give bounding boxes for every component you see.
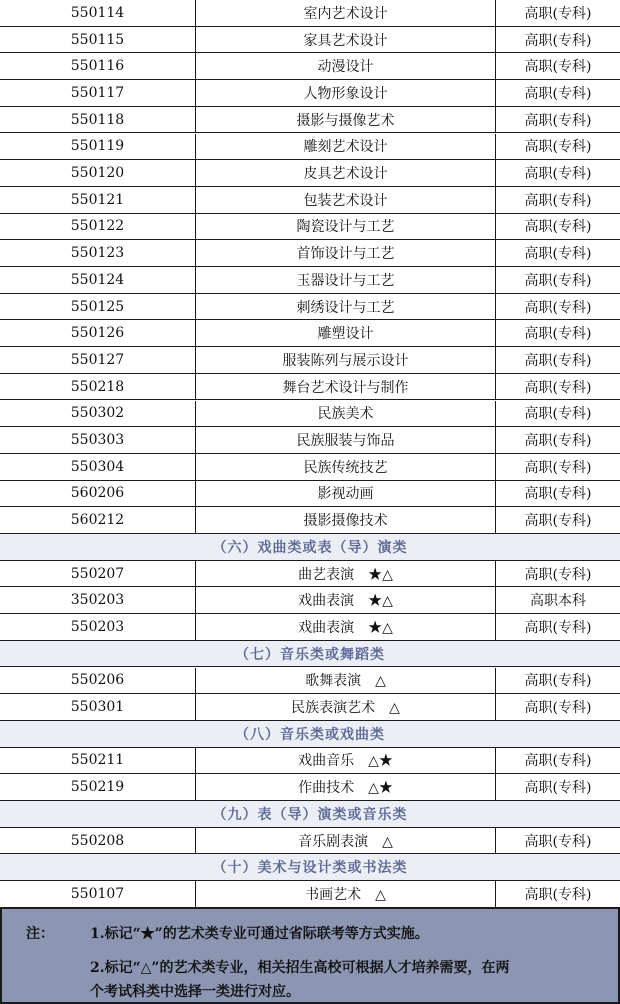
major-name-cell: 歌舞表演 △	[196, 668, 496, 694]
major-code-cell: 560212	[0, 507, 196, 533]
major-code-cell: 550211	[0, 748, 196, 774]
table-row	[0, 427, 620, 454]
table-row	[0, 0, 620, 27]
major-name-cell: 首饰设计与工艺	[196, 240, 496, 266]
education-level-cell: 高职(专科)	[524, 619, 592, 636]
education-level-cell: 高职(专科)	[524, 486, 592, 503]
major-code-cell: 550117	[0, 80, 196, 106]
section-header-row	[0, 801, 620, 828]
major-name-cell: 曲艺表演 ★△	[196, 561, 496, 587]
major-code-cell: 560206	[0, 481, 196, 507]
note-1: 1.标记“★”的艺术类专业可通过省际联考等方式实施。	[90, 926, 429, 942]
major-code-cell: 550208	[0, 828, 196, 854]
major-name-cell: 家具艺术设计	[196, 27, 496, 53]
education-level-cell: 高职(专科)	[524, 59, 592, 76]
section-header-row	[0, 534, 620, 561]
major-name-cell: 民族传统技艺	[196, 454, 496, 480]
table-row	[0, 507, 620, 534]
education-level-cell: 高职(专科)	[524, 246, 592, 263]
major-code-cell: 550218	[0, 374, 196, 400]
education-level-cell: 高职(专科)	[524, 673, 592, 690]
education-level-cell: 高职(专科)	[524, 139, 592, 156]
major-name-cell: 刺绣设计与工艺	[196, 294, 496, 320]
note-2-line-2: 个考试科类中选择一类进行对应。	[90, 984, 300, 1000]
education-level-cell: 高职(专科)	[524, 192, 592, 209]
table-row	[0, 668, 620, 695]
major-name-cell: 书画艺术 △	[196, 881, 496, 907]
major-name-cell: 雕塑设计	[196, 320, 496, 346]
section-header-row	[0, 854, 620, 881]
table-row	[0, 294, 620, 321]
education-level-cell: 高职(专科)	[524, 513, 592, 530]
major-code-cell: 550303	[0, 427, 196, 453]
major-code-cell: 550126	[0, 320, 196, 346]
major-name-cell: 音乐剧表演 △	[196, 828, 496, 854]
major-code-cell: 550301	[0, 694, 196, 720]
major-code-cell: 550116	[0, 53, 196, 79]
major-code-cell: 350203	[0, 587, 196, 613]
education-level-cell: 高职(专科)	[524, 352, 592, 369]
table-row	[0, 748, 620, 775]
education-level-cell: 高职(专科)	[524, 32, 592, 49]
table-row	[0, 587, 620, 614]
section-title: （九）表（导）演类或音乐类	[212, 806, 408, 823]
major-name-cell: 包装艺术设计	[196, 187, 496, 213]
major-name-cell: 影视动画	[196, 481, 496, 507]
major-name-cell: 服装陈列与展示设计	[196, 347, 496, 373]
major-code-cell: 550206	[0, 668, 196, 694]
education-level-cell: 高职(专科)	[524, 272, 592, 289]
major-code-cell: 550123	[0, 240, 196, 266]
table-row	[0, 347, 620, 374]
major-name-cell: 摄影与摄像艺术	[196, 107, 496, 133]
table-row	[0, 881, 620, 908]
table-row	[0, 481, 620, 508]
table-row	[0, 374, 620, 401]
major-name-cell: 民族服装与饰品	[196, 427, 496, 453]
education-level-cell: 高职(专科)	[524, 299, 592, 316]
major-code-cell: 550124	[0, 267, 196, 293]
major-code-cell: 550125	[0, 294, 196, 320]
education-level-cell: 高职(专科)	[524, 833, 592, 850]
table-row	[0, 107, 620, 134]
table-row	[0, 267, 620, 294]
education-level-cell: 高职(专科)	[524, 780, 592, 797]
major-code-cell: 550203	[0, 614, 196, 640]
major-name-cell: 民族美术	[196, 401, 496, 427]
education-level-cell: 高职(专科)	[524, 379, 592, 396]
major-name-cell: 民族表演艺术 △	[196, 694, 496, 720]
table-row	[0, 53, 620, 80]
major-code-cell: 550118	[0, 107, 196, 133]
table-row	[0, 27, 620, 54]
major-code-cell: 550207	[0, 561, 196, 587]
education-level-cell: 高职(专科)	[524, 406, 592, 423]
major-name-cell: 室内艺术设计	[196, 0, 496, 26]
education-level-cell: 高职(专科)	[524, 433, 592, 450]
section-title: （七）音乐类或舞蹈类	[235, 646, 385, 663]
education-level-cell: 高职(专科)	[524, 326, 592, 343]
education-level-cell: 高职(专科)	[524, 566, 592, 583]
section-title: （十）美术与设计类或书法类	[212, 860, 408, 877]
major-name-cell: 动漫设计	[196, 53, 496, 79]
section-title: （八）音乐类或戏曲类	[235, 726, 385, 743]
major-name-cell: 雕刻艺术设计	[196, 134, 496, 160]
major-name-cell: 戏曲表演 ★△	[196, 587, 496, 613]
table-row	[0, 774, 620, 801]
education-level-cell: 高职(专科)	[524, 166, 592, 183]
table-row	[0, 80, 620, 107]
table-row	[0, 134, 620, 161]
notes-box	[0, 908, 620, 1004]
table-row	[0, 694, 620, 721]
major-code-cell: 550107	[0, 881, 196, 907]
education-level-cell: 高职(专科)	[524, 5, 592, 22]
major-name-cell: 陶瓷设计与工艺	[196, 214, 496, 240]
major-name-cell: 玉器设计与工艺	[196, 267, 496, 293]
major-code-cell: 550127	[0, 347, 196, 373]
major-code-cell: 550302	[0, 401, 196, 427]
table-row	[0, 828, 620, 855]
education-level-cell: 高职(专科)	[524, 886, 592, 903]
major-name-cell: 戏曲表演 ★△	[196, 614, 496, 640]
education-level-cell: 高职(专科)	[524, 753, 592, 770]
table-row	[0, 320, 620, 347]
major-name-cell: 摄影摄像技术	[196, 507, 496, 533]
table-row	[0, 187, 620, 214]
table-row	[0, 561, 620, 588]
major-name-cell: 皮具艺术设计	[196, 160, 496, 186]
major-name-cell: 人物形象设计	[196, 80, 496, 106]
major-name-cell: 戏曲音乐 △★	[196, 748, 496, 774]
table-row	[0, 454, 620, 481]
major-code-cell: 550219	[0, 774, 196, 800]
table-row	[0, 240, 620, 267]
education-level-cell: 高职本科	[530, 593, 586, 610]
section-header-row	[0, 721, 620, 748]
major-code-cell: 550122	[0, 214, 196, 240]
table-row	[0, 401, 620, 428]
table-row	[0, 614, 620, 641]
table-row	[0, 160, 620, 187]
notes-label: 注：	[26, 926, 54, 942]
education-level-cell: 高职(专科)	[524, 700, 592, 717]
major-name-cell: 作曲技术 △★	[196, 774, 496, 800]
major-code-cell: 550119	[0, 134, 196, 160]
note-2-line-1: 2.标记“△”的艺术类专业，相关招生高校可根据人才培养需要，在两	[90, 960, 510, 976]
section-title: （六）戏曲类或表（导）演类	[212, 539, 408, 556]
major-code-cell: 550121	[0, 187, 196, 213]
major-name-cell: 舞台艺术设计与制作	[196, 374, 496, 400]
section-header-row	[0, 641, 620, 668]
education-level-cell: 高职(专科)	[524, 112, 592, 129]
major-code-cell: 550304	[0, 454, 196, 480]
education-level-cell: 高职(专科)	[524, 459, 592, 476]
major-code-cell: 550115	[0, 27, 196, 53]
education-level-cell: 高职(专科)	[524, 219, 592, 236]
table-row	[0, 214, 620, 241]
major-code-cell: 550114	[0, 0, 196, 26]
major-code-cell: 550120	[0, 160, 196, 186]
education-level-cell: 高职(专科)	[524, 85, 592, 102]
